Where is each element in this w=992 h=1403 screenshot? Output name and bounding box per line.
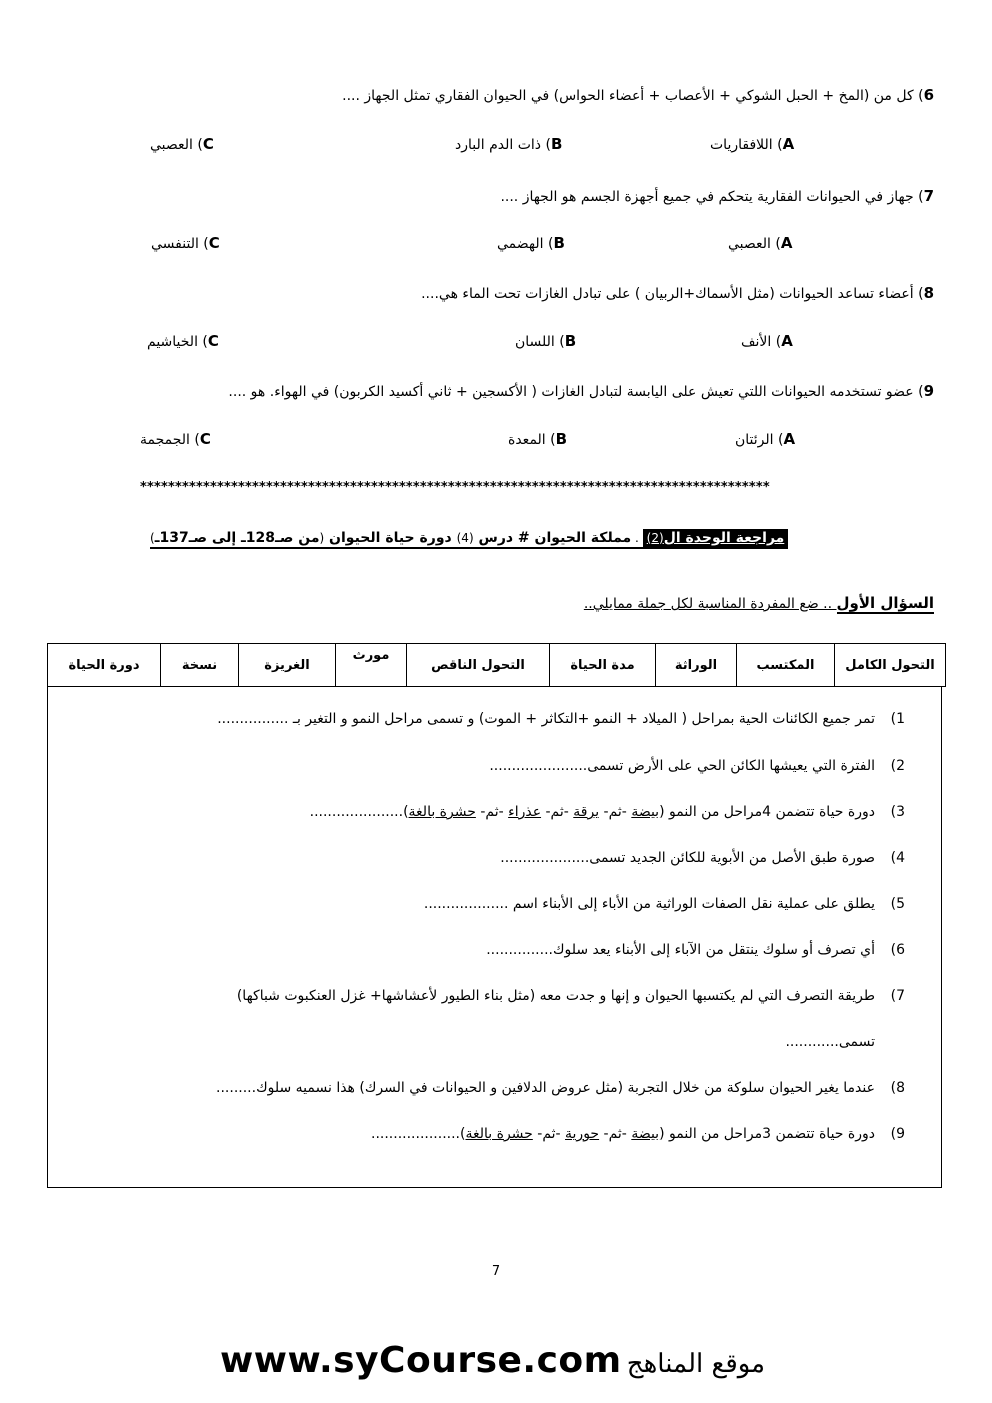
question-8: 8) أعضاء تساعد الحيوانات (مثل الأسماك+الربيان ) على تبادل الغازات تحت الماء هي....: [421, 284, 934, 302]
item-text: -ثم-: [599, 1126, 632, 1142]
word-bank-cell: التحول الناقص: [407, 644, 550, 687]
fill-in-item: [785, 1034, 905, 1050]
item-text: صورة طبق الأصل من الأبوية للكائن الجديد تسمى....................: [500, 850, 875, 866]
footer-url: www.syCourse.com: [220, 1340, 622, 1381]
word-bank-cell: الغريزة: [239, 644, 336, 687]
item-number: 1): [890, 711, 905, 727]
item-number: 6): [890, 942, 905, 958]
fill-in-item: [371, 1126, 905, 1142]
item-text: عندما يغير الحيوان سلوكة من خلال التجربة (مثل عروض الدلافين و الحيوانات في السرك) هذا نسميه سلوك.........: [216, 1080, 875, 1096]
item-text: دورة حياة تتضمن 4مراحل من النمو (: [659, 804, 875, 820]
item-text: -ثم-: [541, 804, 574, 820]
item-number: 7): [890, 988, 905, 1004]
word-bank-table: [47, 643, 946, 687]
item-text: ).....................: [309, 804, 409, 820]
word-bank-cell: مورث: [336, 644, 407, 687]
question-7: 7) جهاز في الحيوانات الفقارية يتحكم في جميع أجهزة الجسم هو الجهاز ....: [500, 187, 934, 205]
item-text: -ثم-: [532, 1126, 566, 1142]
item-number: 2): [890, 758, 905, 774]
footer-site-name: موقع المناهج: [626, 1349, 766, 1379]
item-text: تمر جميع الكائنات الحية بمراحل ( الميلاد + النمو +التكاثر + الموت) و تسمى مراحل النمو و التغير بـ ................: [217, 711, 875, 727]
fill-in-item: [486, 942, 905, 958]
option-a[interactable]: A) اللافقاريات: [710, 135, 795, 153]
word-bank-cell: المكتسب: [737, 644, 835, 687]
option-c[interactable]: C) الخياشيم: [147, 332, 219, 350]
separator-stars: ******************************************************************************************: [140, 480, 770, 495]
fill-in-box: [47, 687, 942, 1188]
fill-in-item: [310, 804, 905, 820]
underlined-term: بيضة: [631, 804, 660, 820]
option-b[interactable]: B) اللسان: [515, 332, 577, 350]
fill-in-item: [217, 711, 905, 727]
item-text: طريقة التصرف التي لم يكتسبها الحيوان و إنها و جدت معه (مثل بناء الطيور لأعشاشها+ غزل العنكبوت شباكها): [236, 988, 875, 1004]
word-bank-cell: التحول الكامل: [835, 644, 946, 687]
fill-in-item: [216, 1080, 905, 1096]
option-b[interactable]: B) ذات الدم البارد: [455, 135, 563, 153]
word-bank-cell: الوراثة: [656, 644, 737, 687]
item-text: -ثم-: [475, 804, 509, 820]
option-a[interactable]: A) الأنف: [741, 332, 793, 350]
fill-in-item: [237, 988, 905, 1004]
footer-watermark: [220, 1340, 773, 1381]
underlined-term: يرقة: [573, 804, 600, 820]
option-c[interactable]: C) العصبي: [150, 135, 214, 153]
unit-heading: مراجعة الوحدة ال(2) . مملكة الحيوان # درس (4) دورة حياة الحيوان (من صـ128ـ إلى صـ137ـ): [150, 530, 788, 549]
option-c[interactable]: C) الجمجمة: [140, 430, 211, 448]
page-number: 7: [491, 1264, 501, 1279]
option-a[interactable]: A) الرئتان: [735, 430, 796, 448]
underlined-term: حورية: [565, 1126, 600, 1142]
item-text: تسمى............: [785, 1034, 875, 1050]
fill-in-item: [424, 896, 905, 912]
item-number: 5): [890, 896, 905, 912]
item-text: يطلق على عملية نقل الصفات الوراثية من الأباء إلى الأبناء اسم ...................: [423, 896, 875, 912]
question-9: 9) عضو تستخدمه الحيوانات اللتي تعيش على اليابسة لتبادل الغازات ( الأكسجين + ثاني أكسيد الكربون) في الهواء. هو ....: [228, 382, 934, 400]
underlined-term: حشرة بالغة: [408, 804, 476, 820]
first-question-heading: السؤال الأول .. ضع المفردة المناسبة لكل جملة ممايلي..: [583, 594, 934, 612]
fill-in-item: [489, 758, 905, 774]
item-number: 9): [890, 1126, 905, 1142]
word-bank-cell: مدة الحياة: [550, 644, 656, 687]
fill-in-item: [500, 850, 905, 866]
option-a[interactable]: A) العصبي: [728, 234, 793, 252]
option-b[interactable]: B) المعدة: [508, 430, 568, 448]
underlined-term: بيضة: [631, 1126, 660, 1142]
item-text: دورة حياة تتضمن 3مراحل من النمو (: [659, 1126, 875, 1142]
item-text: أي تصرف أو سلوك ينتقل من الآباء إلى الأبناء يعد سلوك...............: [486, 942, 875, 958]
item-text: الفترة التي يعيشها الكائن الحي على الأرض تسمى......................: [489, 758, 875, 774]
question-6: 6) كل من (المخ + الحبل الشوكي + الأعصاب + أعضاء الحواس) في الحيوان الفقاري تمثل الجهاز ....: [342, 86, 934, 104]
underlined-term: حشرة بالغة: [465, 1126, 533, 1142]
item-text: -ثم-: [599, 804, 632, 820]
option-c[interactable]: C) التنفسي: [151, 234, 220, 252]
unit-heading-box: مراجعة الوحدة ال(2): [643, 529, 789, 547]
underlined-term: عذراء: [508, 804, 542, 820]
item-number: 4): [890, 850, 905, 866]
word-bank-cell: نسخة: [161, 644, 239, 687]
word-bank-cell: دورة الحياة: [48, 644, 161, 687]
item-number: 8): [890, 1080, 905, 1096]
item-text: )....................: [371, 1126, 466, 1142]
item-number: 3): [890, 804, 905, 820]
option-b[interactable]: B) الهضمي: [497, 234, 565, 252]
